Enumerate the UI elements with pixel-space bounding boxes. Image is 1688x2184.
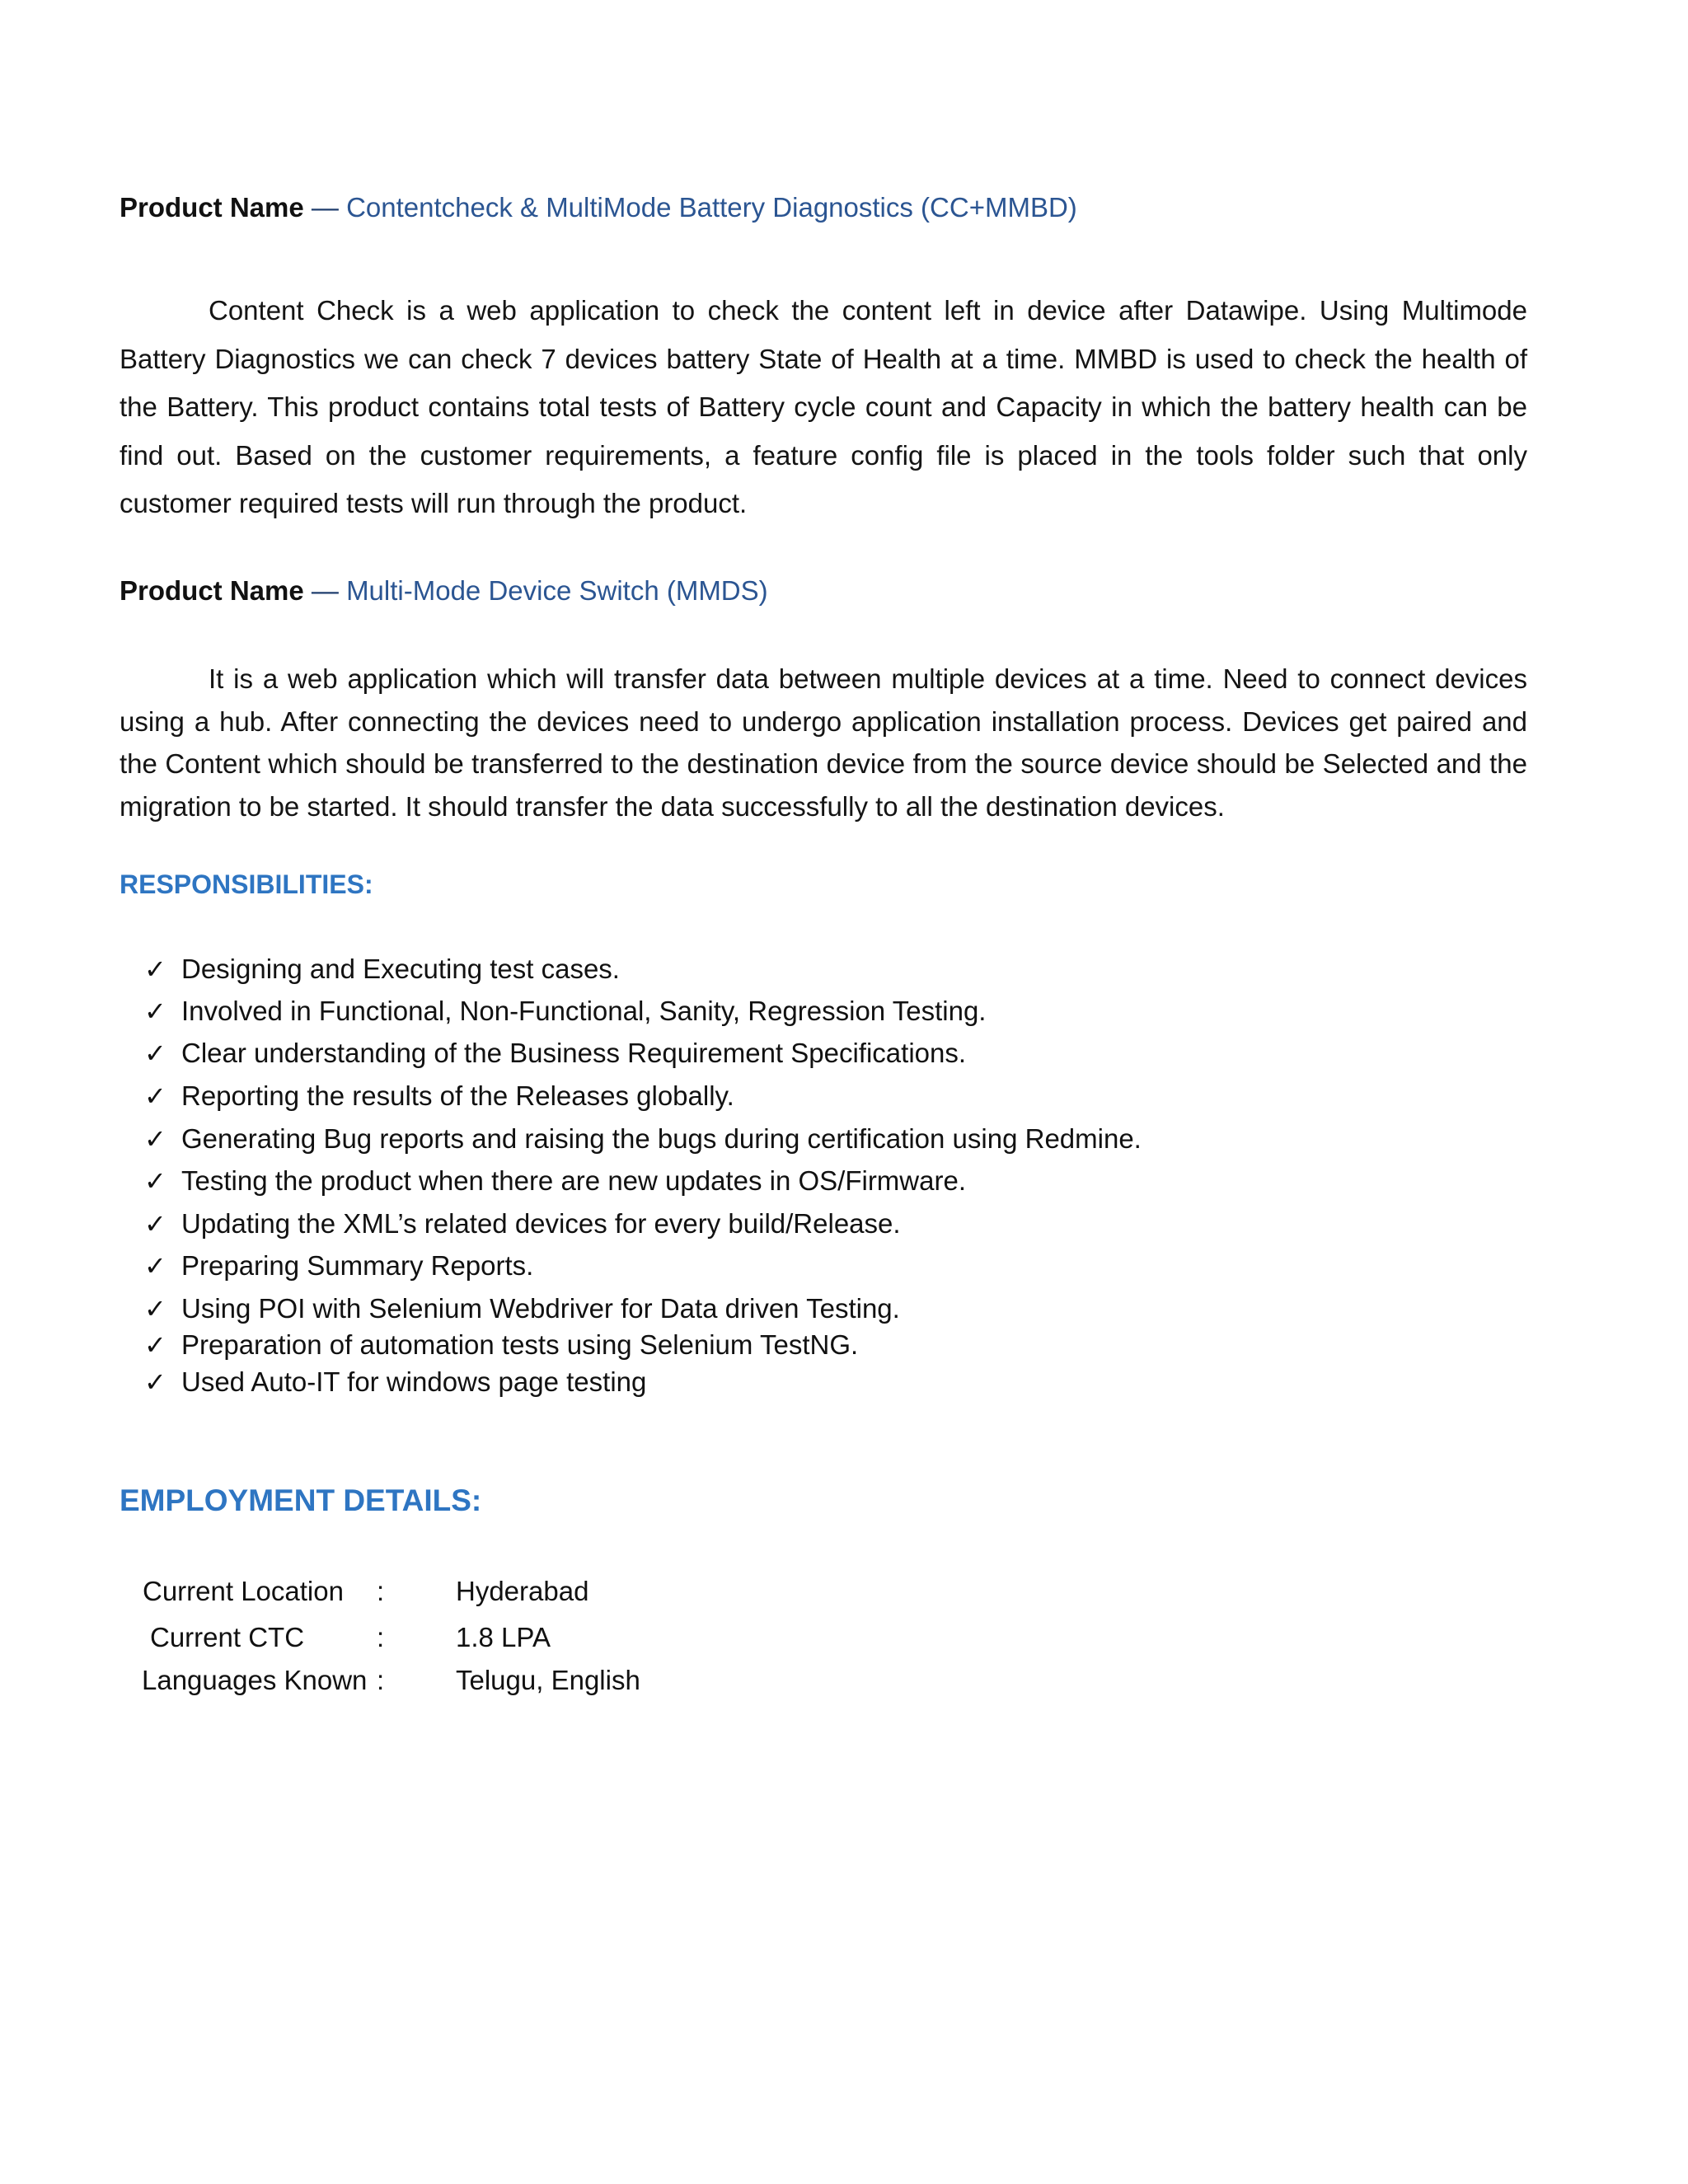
product-name-value: Contentcheck & MultiMode Battery Diagnostics (CC+MMBD) <box>346 192 1077 223</box>
employment-value: 1.8 LPA <box>456 1622 551 1652</box>
product-name-line-2 <box>120 575 768 607</box>
employment-heading: EMPLOYMENT DETAILS: <box>120 1483 482 1517</box>
employment-colon: : <box>377 1665 385 1695</box>
checkmark-icon: ✓ <box>144 1330 166 1360</box>
checkmark-icon: ✓ <box>144 1038 166 1068</box>
product-name-label: Product Name <box>120 575 304 606</box>
employment-row-languages <box>0 1662 742 1699</box>
product-name-dash: — <box>311 575 339 606</box>
product-description-text: It is a web application which will transfer data between multiple devices at a time. Need to connect devices using a hub. After connecting the devices need to undergo application installation process. Devices get paired and the Content which should be transferred to the destination device from the source device should be Selected and the migration to be started. It should transfer the data successfully to all the destination devices. <box>120 663 1527 822</box>
product-name-dash: — <box>311 192 339 223</box>
checkmark-icon: ✓ <box>144 1209 166 1239</box>
product-description-text: Content Check is a web application to check the content left in device after Datawipe. Using Multimode Battery Diagnostics we can check 7 devices battery State of Health at a time. MMBD is used to check the health of the Battery. This product contains total tests of Battery cycle count and Capacity in which the battery health can be find out. Based on the customer requirements, a feature config file is placed in the tools folder such that only customer required tests will run through the product. <box>120 295 1527 518</box>
checkmark-icon: ✓ <box>144 1294 166 1324</box>
product-description-1 <box>120 287 1527 528</box>
checkmark-icon: ✓ <box>144 1166 166 1196</box>
employment-key: Current Location <box>143 1576 344 1606</box>
checkmark-icon: ✓ <box>144 1251 166 1281</box>
employment-value: Hyderabad <box>456 1576 589 1606</box>
checkmark-icon: ✓ <box>144 1367 166 1397</box>
checkmark-icon: ✓ <box>144 1081 166 1111</box>
checkmark-icon: ✓ <box>144 996 166 1026</box>
employment-colon: : <box>377 1622 385 1652</box>
employment-colon: : <box>377 1576 385 1606</box>
product-description-2 <box>120 658 1527 827</box>
responsibilities-list: ✓ Designing and Executing test cases. ✓ Involved in Functional, Non-Functional, Sanity, Regression Testing. ✓ Clear understanding of the Business Requirement Specifications. ✓ Reporting the results of the Releases globally. ✓ Generating Bug reports and raising the bugs during certification using Redmine. ✓ Testing the product when there are new updates in OS/Firmware. ✓ Updating the XML’s related devices for every build/Release. ✓ Preparing Summary Reports. ✓ Using POI with Selenium Webdriver for Data driven Testing. ✓ Preparation of automation tests using Selenium TestNG. ✓ Used Auto-IT for windows page testing <box>144 951 1381 1413</box>
responsibilities-heading: RESPONSIBILITIES: <box>120 869 373 899</box>
employment-row-location <box>0 1573 742 1610</box>
employment-row-ctc <box>0 1619 742 1656</box>
product-name-line-1 <box>120 192 1077 223</box>
employment-value: Telugu, English <box>456 1665 640 1695</box>
employment-key: Current CTC <box>150 1622 305 1652</box>
product-name-value: Multi-Mode Device Switch (MMDS) <box>346 575 768 606</box>
checkmark-icon: ✓ <box>144 1124 166 1154</box>
checkmark-icon: ✓ <box>144 954 166 984</box>
product-name-label: Product Name <box>120 192 304 223</box>
employment-key: Languages Known <box>142 1665 368 1695</box>
